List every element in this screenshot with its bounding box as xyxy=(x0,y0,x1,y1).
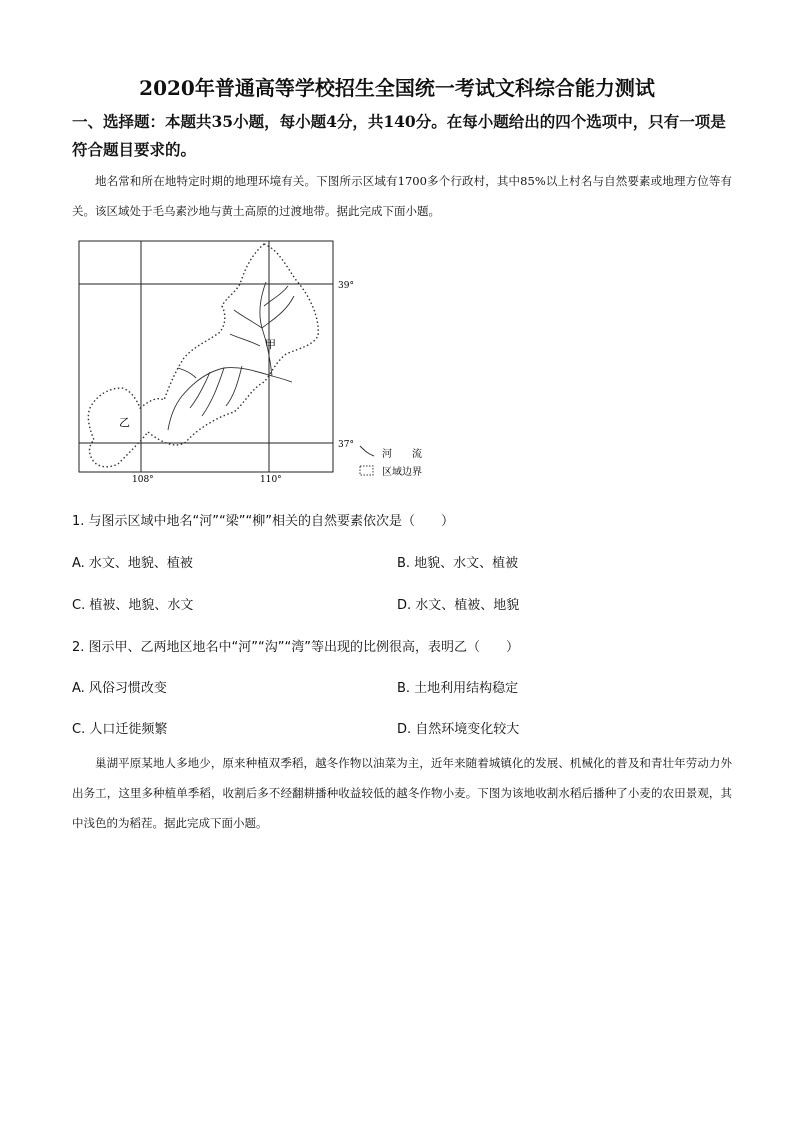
exam-title: 2020年普通高等学校招生全国统一考试文科综合能力测试 xyxy=(139,76,655,100)
question-1-stem: 1. 与图示区域中地名“河”“梁”“柳”相关的自然要素依次是（ ） xyxy=(72,514,454,529)
question-1-option-d[interactable]: D. 水文、植被、地貌 xyxy=(397,598,520,613)
lon-108-label: 108° xyxy=(132,475,154,485)
label-yi: 乙 xyxy=(119,416,130,429)
legend-river-icon xyxy=(360,446,374,456)
legend-river-label: 河 流 xyxy=(382,449,422,460)
rivers xyxy=(168,282,294,430)
question-2-option-b[interactable]: B. 土地利用结构稳定 xyxy=(397,681,519,696)
region-boundary xyxy=(88,244,318,467)
label-jia: 甲 xyxy=(265,338,276,351)
question-2-option-a[interactable]: A. 风俗习惯改变 xyxy=(72,681,167,696)
lat-37-label: 37° xyxy=(338,440,354,450)
question-1-option-a[interactable]: A. 水文、地貌、植被 xyxy=(72,556,193,571)
section-heading: 一、选择题：本题共35小题，每小题4分，共140分。在每小题给出的四个选项中，只有一项是符合题目要求的。 xyxy=(72,112,726,159)
passage-1: 地名常和所在地特定时期的地理环境有关。下图所示区域有1700多个行政村，其中85%以上村名与自然要素或地理方位等有关。该区域处于毛乌素沙地与黄土高原的过渡地带。据此完成下面小题。 xyxy=(72,174,732,218)
question-2-option-d[interactable]: D. 自然环境变化较大 xyxy=(397,722,520,737)
question-1-option-c[interactable]: C. 植被、地貌、水文 xyxy=(72,598,194,613)
question-2-stem: 2. 图示甲、乙两地区地名中“河”“沟”“湾”等出现的比例很高，表明乙（ ） xyxy=(72,640,519,655)
question-2-option-c[interactable]: C. 人口迁徙频繁 xyxy=(72,722,168,737)
question-1-option-b[interactable]: B. 地貌、水文、植被 xyxy=(397,556,519,571)
passage-2: 巢湖平原某地人多地少，原来种植双季稻，越冬作物以油菜为主，近年来随着城镇化的发展、机械化的普及和青壮年劳动力外出务工，这里多种植单季稻，收割后多不经翻耕播种收益较低的越冬作物小麦。下图为该地收割水稻后播种了小麦的农田景观，其中浅色的为稻茬。据此完成下面小题。 xyxy=(72,756,732,830)
legend-boundary-label: 区域边界 xyxy=(382,467,422,478)
lon-110-label: 110° xyxy=(260,475,282,485)
region-map xyxy=(74,236,454,486)
legend-boundary-icon xyxy=(360,466,373,475)
lat-39-label: 39° xyxy=(338,281,354,291)
